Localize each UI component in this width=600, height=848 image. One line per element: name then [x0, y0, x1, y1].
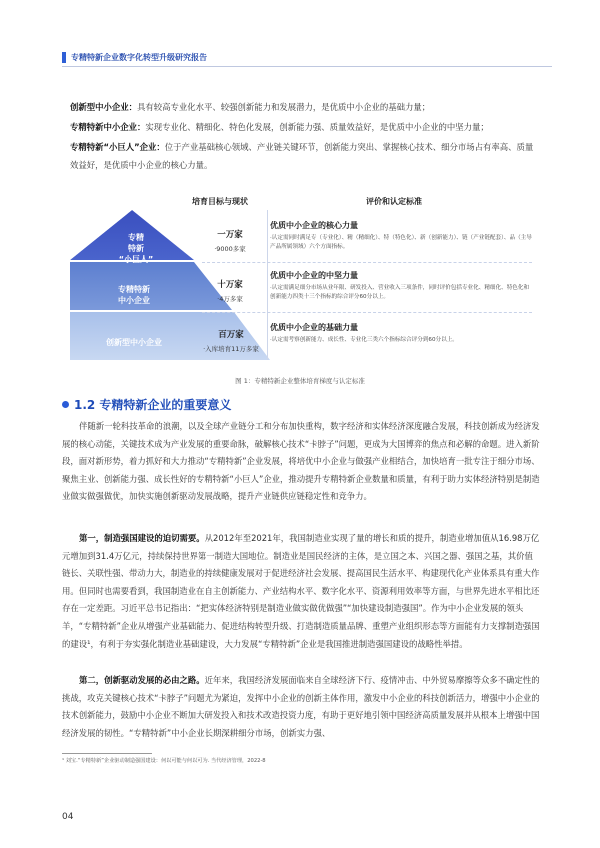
- definition-text: 位于产业基础核心领域、产业链关键环节，创新能力突出、掌握核心技术、细分市场占有率高、质量效益好，是优质中小企业的核心力量。: [70, 142, 534, 170]
- body-paragraph: 伴随新一轮科技革命的浪潮，以及全球产业链分工和分布加快重构，数字经济和实体经济深度融合发展，科技创新成为经济发展的核心动能，关键技术成为产业发展的重要命脉，破解核心技术“卡脖子”问题，更成为大国博弈的焦点和必解的命题。进入新阶段，面对新形势，着力抓好和大力推动“专精特新”企业发展，将培优中小企业与做强产业相结合，加快培育一批专注于细分市场、聚焦主业、创新能力强、成长性好的专精特新“小巨人”企业，推动提升专精特新企业数量和质量，有利于助力实体经济特别是制造业做实做强做优，加快实施创新驱动发展战略，提升产业链供应链稳定性和竞争力。: [62, 421, 540, 502]
- running-header: [62, 52, 207, 63]
- tier-target-middle: 十万家 ·4万多家: [217, 280, 243, 303]
- row-divider: [202, 312, 532, 313]
- column-header-criteria: 评价和认定标准: [366, 197, 422, 206]
- definition-item: [70, 98, 540, 116]
- section-heading: [62, 396, 231, 413]
- tier-label-middle: 专精特新 中小企业: [118, 285, 150, 305]
- page-number: 04: [62, 812, 74, 822]
- tier-label-bottom: 创新型中小企业: [106, 338, 162, 347]
- definition-term: 创新型中小企业：: [70, 102, 137, 112]
- footnote-divider: [62, 753, 152, 754]
- figure-caption: 图 1：专精特新企业整体培育梯度与认定标准: [235, 377, 365, 385]
- footnote: ¹ 刘宝.“专精特新”企业驱动制造强国建设：何以可能与何以可为. 当代经济管理，2022-8: [62, 758, 266, 764]
- body-paragraph: 第二，创新驱动发展的必由之路。近年来，我国经济发展面临来自全球经济下行、疫情冲击、中外贸易摩擦等众多不确定性的挑战，攻克关键核心技术“卡脖子”问题尤为紧迫，发挥中小企业的创新主体作用，激发中小企业的科技创新活力，增强中小企业的技术创新能力，鼓励中小企业不断加大研发投入和技术改造投资力度，有助于更好地引领中国经济高质量发展并从根本上增强中国经济发展的韧性。“专精特新”中小企业长期深耕细分市场，创新实力强、: [62, 675, 540, 738]
- row-divider: [202, 262, 532, 263]
- header-title: 专精特新企业数字化转型升级研究报告: [71, 53, 207, 62]
- paragraph-lead: 第二，创新驱动发展的必由之路。: [79, 675, 205, 685]
- column-divider: [267, 210, 268, 360]
- column-header-targets: 培育目标与现状: [192, 197, 248, 206]
- pyramid-diagram: [70, 196, 535, 366]
- header-mark: [62, 52, 66, 63]
- header-divider: [62, 66, 552, 67]
- section-bullet-icon: [62, 401, 69, 408]
- definition-text: 实现专业化、精细化、特色化发展，创新能力强、质量效益好，是优质中小企业的中坚力量；: [145, 122, 489, 132]
- definition-term: 专精特新“小巨人”企业：: [70, 142, 165, 152]
- section-title: 1.2 专精特新企业的重要意义: [74, 398, 232, 412]
- paragraph-lead: 第一，制造强国建设的迫切需要。: [79, 533, 205, 543]
- body-paragraph: 第一，制造强国建设的迫切需要。从2012年至2021年，我国制造业实现了量的增长和质的提升，制造业增加值从16.98万亿元增加到31.4万亿元，持续保持世界第一制造大国地位。制造业是国民经济的主体，是立国之本、兴国之器、强国之基，其价值链长、关联性强、带动力大，制造业的持续健康发展对于促进经济社会发展、提高国民生活水平、构建现代化产业体系具有重大作用。但同时也需要看到，我国制造业在自主创新能力、产业结构水平、数字化水平、资源利用效率等方面，与世界先进水平相比还存在一定差距。习近平总书记指出：“把实体经济特别是制造业做实做优做强”“加快建设制造强国”。作为中小企业发展的领头羊，“专精特新”企业从增强产业基础能力、促进结构转型升级、打造制造质量品牌、重塑产业组织形态等方面能有力支撑制造强国的建设¹，有利于夯实强化制造业基础建设，大力发展“专精特新”企业是我国推进制造强国建设的战略性举措。: [62, 533, 540, 649]
- criteria-top: 优质中小企业的核心力量 ·认定需同时满足专（专业化）、精（精细化）、特（特色化）、新（创新能力）、链（产业链配套）、品（主导产品所属领域）六个方面指标。: [270, 221, 532, 250]
- criteria-middle: 优质中小企业的中坚力量 ·认定需满足细分市场从业年限、研发投入、营业收入三项条件，同时评价包括专业化、精细化、特色化和创新能力四类十三个指标的综合评分60分以上。: [270, 271, 530, 300]
- definition-item: [70, 138, 540, 174]
- tier-target-top: 一万家 ·9000多家: [214, 230, 246, 253]
- criteria-bottom: 优质中小企业的基础力量 ·认定需考察创新能力、成长性、专业化三类六个指标综合评分到60分以上。: [270, 323, 458, 343]
- definition-term: 专精特新中小企业：: [70, 122, 146, 132]
- definition-text: 具有较高专业化水平、较强创新能力和发展潜力，是优质中小企业的基础力量；: [137, 102, 431, 112]
- tier-label-top: 专精 特新 “小巨人”: [118, 233, 154, 264]
- tier-target-bottom: 百万家 ·入库培育11万多家: [203, 330, 259, 353]
- definition-item: [70, 118, 540, 136]
